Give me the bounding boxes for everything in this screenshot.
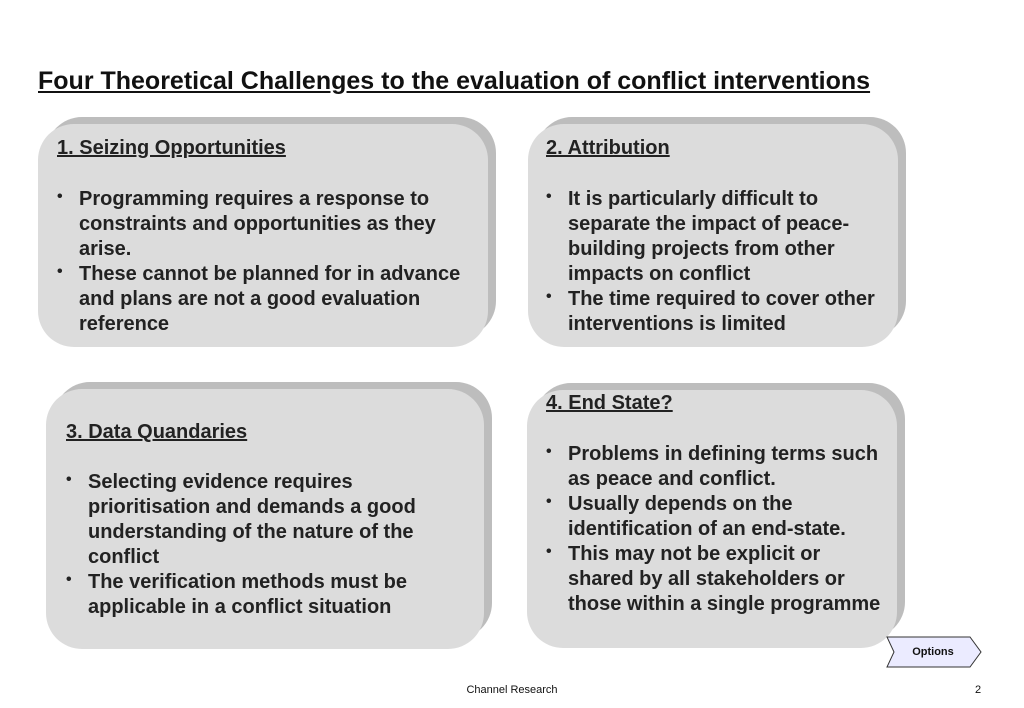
- list-item: [546, 492, 886, 542]
- list-item: [66, 570, 471, 620]
- bullet-icon: •: [546, 543, 552, 560]
- bullet-icon: •: [546, 188, 552, 205]
- bullet-icon: •: [546, 493, 552, 510]
- bullet-text: Selecting evidence requires prioritisation and demands a good understanding of the nature of the conflict: [88, 471, 416, 568]
- bullet-icon: •: [66, 471, 72, 488]
- card-1-heading: 1. Seizing Opportunities: [57, 137, 286, 159]
- bullet-icon: •: [66, 571, 72, 588]
- list-item: [66, 470, 471, 570]
- bullet-icon: •: [57, 263, 63, 280]
- bullet-text: The verification methods must be applicable in a conflict situation: [88, 571, 407, 618]
- bullet-icon: •: [546, 443, 552, 460]
- bullet-icon: •: [546, 288, 552, 305]
- slide-title: Four Theoretical Challenges to the evaluation of conflict interventions: [38, 67, 871, 95]
- list-item: [57, 187, 477, 262]
- card-2-heading: 2. Attribution: [546, 137, 670, 159]
- bullet-text: It is particularly difficult to separate the impact of peace-building projects from other impacts on conflict: [568, 188, 850, 285]
- card-2-bullet-list: [546, 187, 881, 337]
- footer-source: Channel Research: [466, 684, 558, 696]
- list-item: [546, 187, 881, 287]
- bullet-text: Programming requires a response to constraints and opportunities as they arise.: [79, 188, 436, 260]
- card-1-bullet-list: [57, 187, 477, 337]
- card-4-bullet-list: [546, 442, 886, 617]
- bullet-text: Problems in defining terms such as peace and conflict.: [568, 443, 879, 490]
- page-number: 2: [975, 684, 982, 696]
- list-item: [546, 287, 881, 337]
- list-item: [57, 262, 477, 337]
- options-button-label: Options: [912, 646, 954, 658]
- card-3-bullet-list: [66, 470, 471, 620]
- bullet-icon: •: [57, 188, 63, 205]
- list-item: [546, 542, 886, 617]
- card-4-heading: 4. End State?: [546, 392, 673, 414]
- card-3-heading: 3. Data Quandaries: [66, 421, 248, 443]
- bullet-text: The time required to cover other interventions is limited: [568, 288, 875, 335]
- list-item: [546, 442, 886, 492]
- options-button[interactable]: [886, 636, 982, 668]
- bullet-text: Usually depends on the identification of an end-state.: [568, 493, 846, 540]
- bullet-text: This may not be explicit or shared by all stakeholders or those within a single programme: [568, 543, 881, 615]
- bullet-text: These cannot be planned for in advance and plans are not a good evaluation reference: [79, 263, 461, 335]
